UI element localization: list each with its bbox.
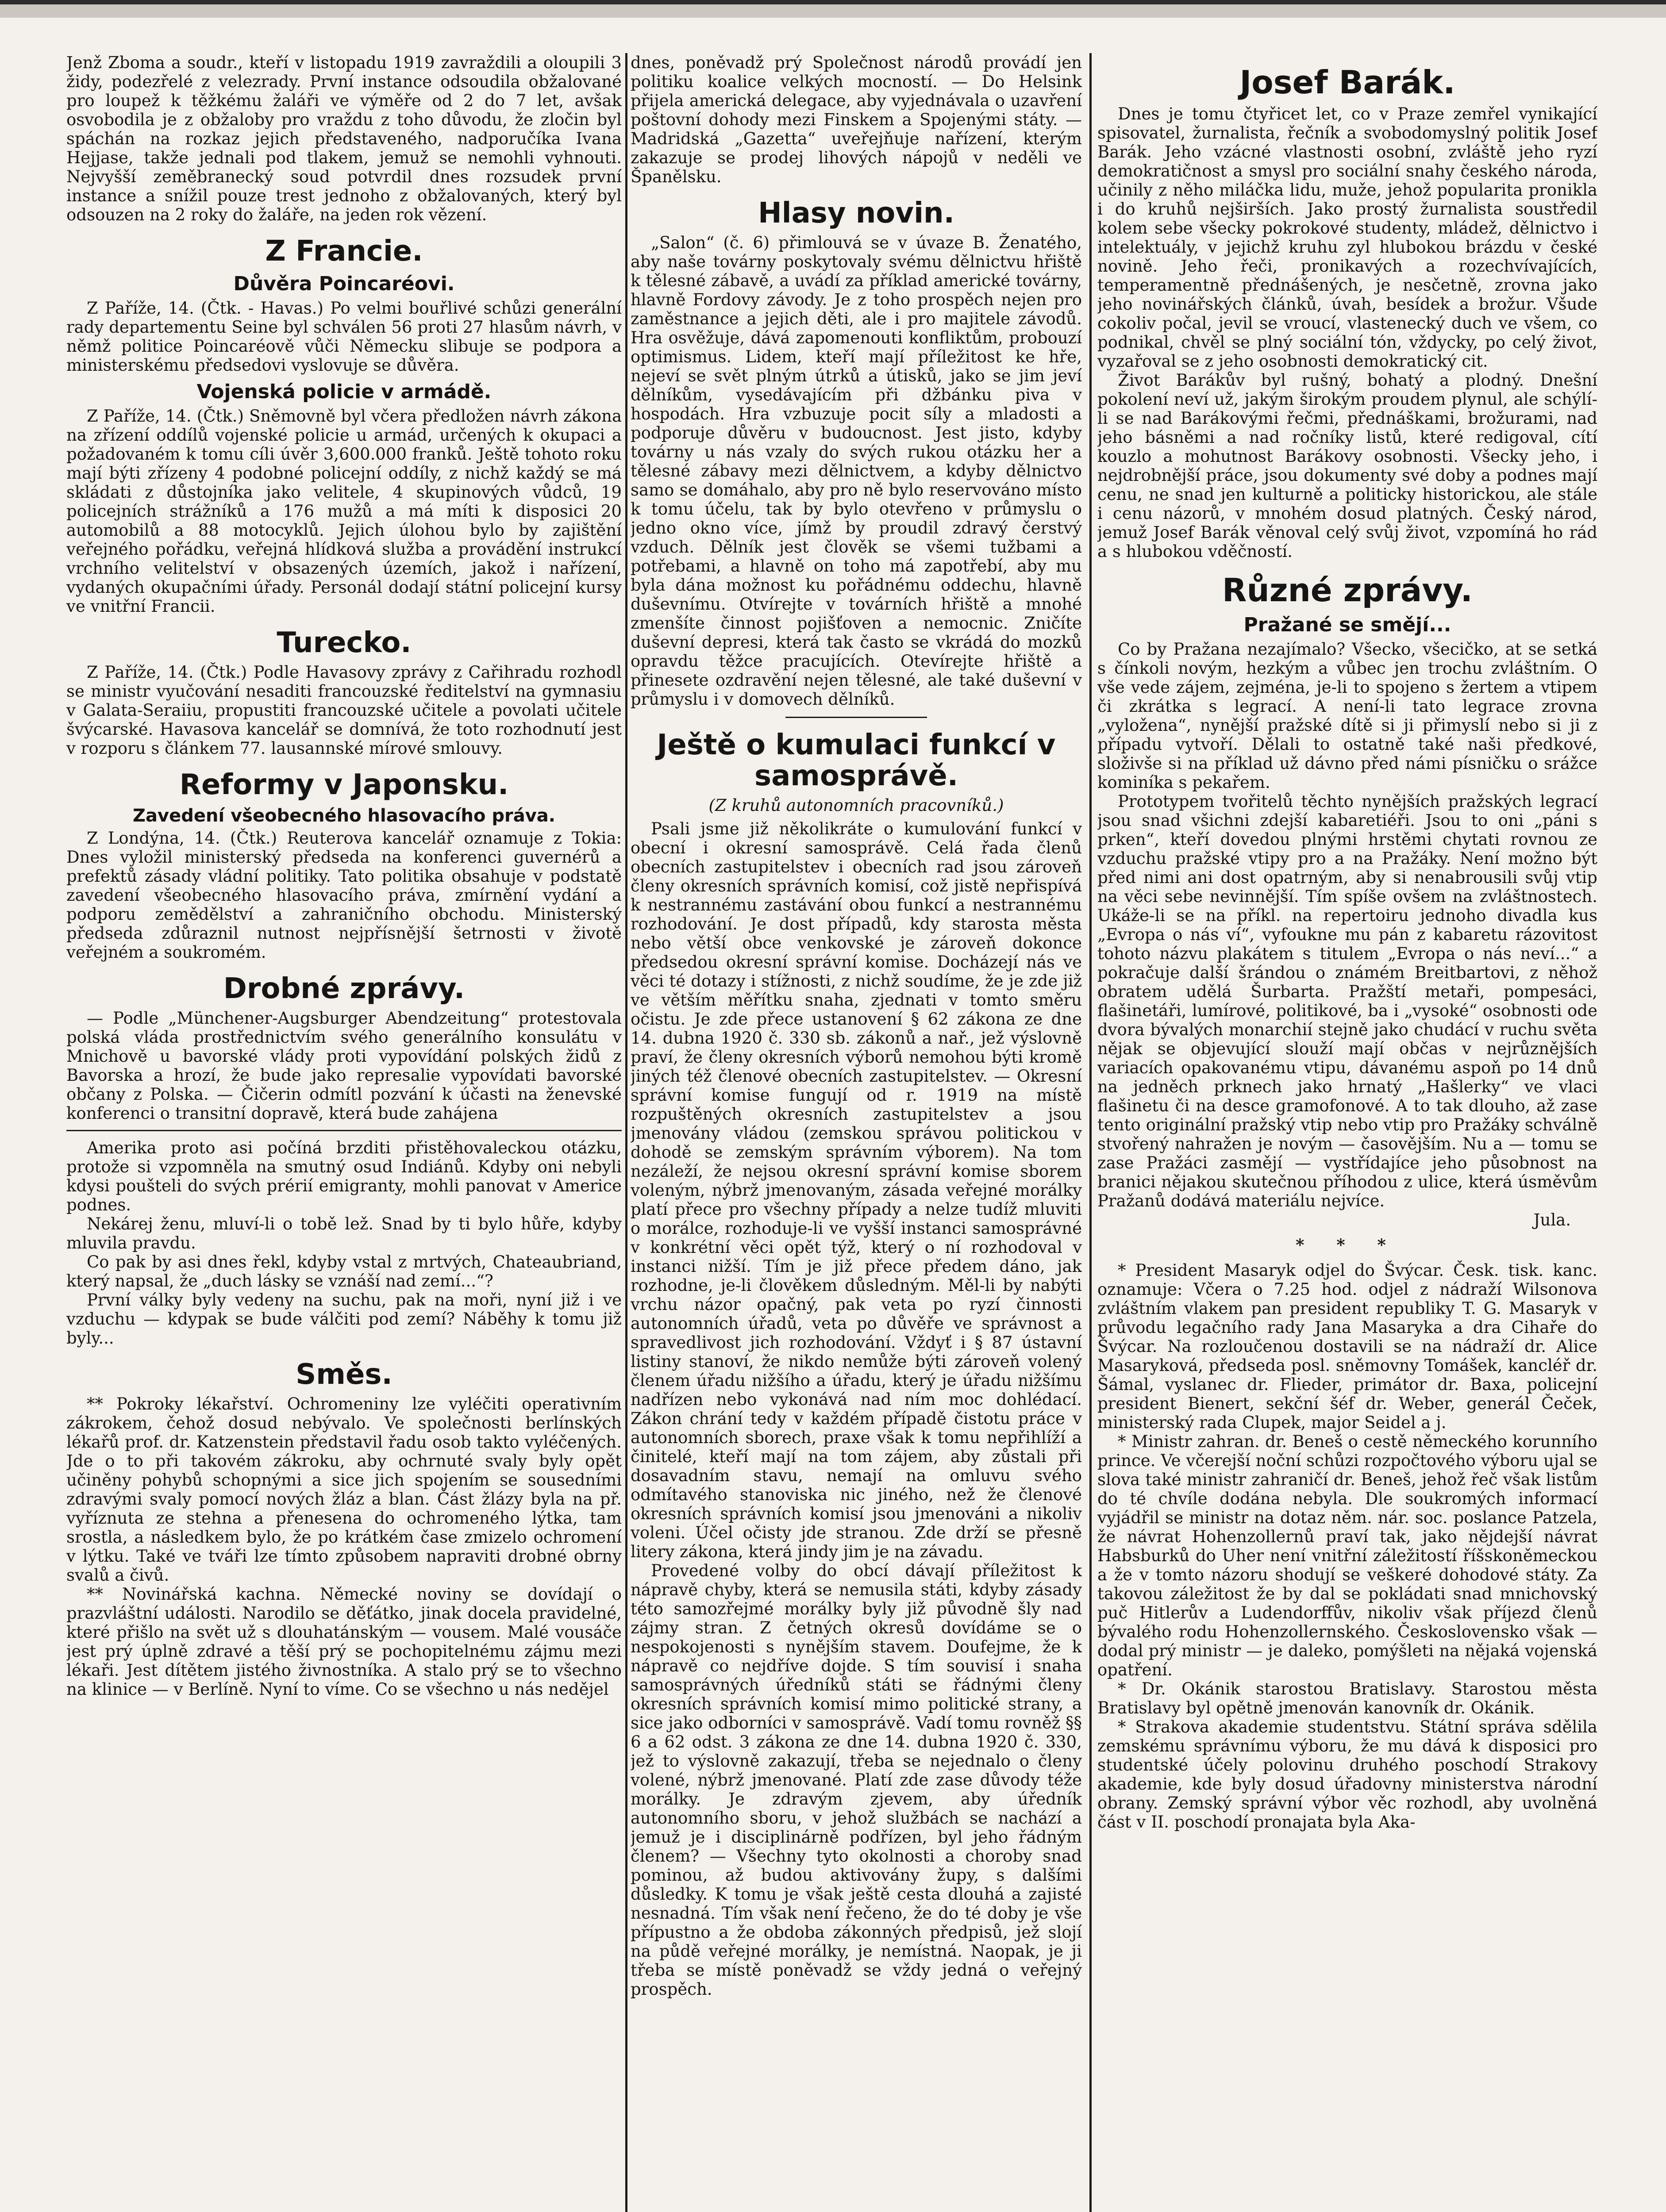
column-2: [631, 53, 1082, 2212]
scan-top-edge: [0, 0, 1666, 4]
article-body-drobne: — Podle „Münchener-Augsburger Abendzeitung“ protestovala polská vláda prostřednictvím svého generálního konsulátu v Mnichově u bavorské vlády proti vypovídání polských židů z Bavorska a hrozí, že bude jako represalie vypovídati bavorské občany z Polska. — Čičerin odmítl pozvání k účasti na ženevské konferenci o transitní dopravě, která bude zahájena: [66, 1009, 622, 1123]
news-item-strakova: * Strakova akademie studentstvu. Státní správa sdělila zemskému správnímu výboru, že mu dává k disposici pro studentské účely polovinu druhého poschodí Strakovy akademie, kde byly dosud úřadovny ministerstva národní obrany. Zemský správní výbor věc rozhodl, aby uvolněná část v II. poschodí pronajata byla Aka-: [1097, 1717, 1597, 1832]
column-rule-right: [1089, 53, 1092, 2212]
section-heading-smes: Směs.: [296, 1358, 392, 1391]
divider: [785, 717, 927, 718]
article-continuation: dnes, poněvadž prý Společnost národů provádí jen politiku koalice velkých mocností. — Do Helsink přijela americká delegace, aby vyjednávala o uzavření poštovní dohody mezi Finskem a Spojenými státy. — Madridská „Gazetta“ uveřejňuje nařízení, kterým zakazuje se prodej lihových nápojů v neděli ve Španělsku.: [631, 53, 1082, 186]
aphorism-copak: Co pak by asi dnes řekl, kdyby vstal z mrtvých, Chateaubriand, který napsal, že „duch lásky se vznáší nad zemí...“?: [66, 1252, 622, 1290]
section-heading-barak: Josef Barák.: [1239, 64, 1455, 101]
column-1: [66, 53, 622, 2212]
article-body-novinarska: ** Novinářská kachna. Německé noviny se dovídají o prazvláštní události. Narodilo se děťátko, jinak docela pravidelné, které přišlo na svět už s dlouhatánským — vousem. Malé vousáče jest prý úplně zdravé a těší prý se pochopitelnému zájmu mezi lékaři. Jest dítětem jistého živnostníka. A stalo prý se to všechno na klinice — v Berlíně. Nyní to víme. Co se všechno u nás nedějel: [66, 1585, 622, 1699]
article-body-reformy: Z Londýna, 14. (Čtk.) Reuterova kancelář oznamuje z Tokia: Dnes vyložil ministerský předseda na konferenci guvernérů a prefektů zásady vládní politiky. Tato politika obsahuje v podstatě zavedení všeobecného hlasovacího práva, zmírnění vydání a podporu zemědělství a zahraničního obchodu. Ministerský předseda zdůraznil nutnost nejpřísnější šetrnosti v životě veřejném a soukromém.: [66, 829, 622, 962]
article-body-duvera: Z Paříže, 14. (Čtk. - Havas.) Po velmi bouřlivé schůzi generální rady departementu Seine byl schválen 56 proti 27 hlasům návrh, v němž politice Poincaréově vůči Německu slibuje se podpora a ministerskému předsedovi vyslovuje se důvěra.: [66, 299, 622, 375]
asterism-divider: * * *: [1296, 1235, 1399, 1255]
article-body-psali: Psali jsme již několikráte o kumulování funkcí v obecní i okresní samosprávě. Celá řada členů obecních zastupitelstev i obecních rad jsou zároveň členy okresních správních komisí, což jistě nepřispívá k nestrannému zastávání obou funkcí a nestrannému rozhodování. Je dost případů, kdy starosta města nebo větší obce venkovské je zároveň dokonce předsedou okresní správní komise. Docházejí nás ve věci té dotazy i stížnosti, z nichž soudíme, že je zde již ve větším měřítku snaha, zjednati v tomto směru očistu. Je zde přece ustanovení § 62 zákona ze dne 14. dubna 1920 č. 330 sb. zákonů a nař., jež výslovně praví, že členy okresních výborů nemohou býti kromě jiných též členové obecních zastupitelstev. — Okresní správní komise fungují od r. 1919 na místě rozpuštěných okresních zastupitelstev a jsou jmenovány vládou (zemskou správou politickou v dohodě se zemským správním výborem). Na tom nezáleží, že nejsou okresní správní komise sborem voleným, nýbrž jmenovaným, zásada veřejné morálky platí přece pro všechny případy a nelze tudíž mluviti o morálce, rozhoduje-li ve vyšší instanci samosprávné v konkrétní věci opět týž, který o ní rozhodoval v instanci nižší. Tím je již přece předem dáno, jak rozhodne, je-li člověkem důsledným. Měl-li by nabýti vrchu názor opačný, pak veta po ryzí činnosti autonomních úřadů, veta po důvěře ve správnost a spravedlivost jich rozhodování. Vždyť i § 87 ústavní listiny stanoví, že nikdo nemůže býti zároveň volený členem úřadu nižšího a úřadu, který je úřadu nižšímu nadřízen nebo vykonává nad ním moc dohlédací. Zákon chrání tedy v každém případě čistotu práce v autonomních sborech, praxe však k tomu nepřihlíží a činitelé, kteří mají na tom zájem, aby zůstali při dosavadním stavu, nemají na omluvu svého odmítavého stanoviska nic jiného, než že členové okresních správních komisí jsou jmenováni a nikoliv voleni. Účel očisty jde stranou. Zde drží se přesně litery zákona, která jindy jim je na závadu.: [631, 819, 1082, 1561]
news-item-benes: * Ministr zahran. dr. Beneš o cestě německého korunního prince. Ve včerejší noční schůzi rozpočtového výboru ujal se slova také ministr zahraničí dr. Beneš, jehož řeč však listům do té chvíle dodána nebyla. Dle soukromých informací vyjádřil se ministr na dotaz něm. nár. soc. poslance Patzela, že návrat Hohenzollernů praví tak, jako nějdejší návrat Habsburků do Uher není vnitřní záležitostí říšskoněmeckou a že v tomto názoru shodují se veškeré dohodové státy. Za takovou záležitost že by dal se pokládati snad mnichovský puč Hitlerův a Ludendorffův, nikoliv však příjezd členů bývalého rodu Hohenzollernského. Československo však — dodal prý ministr — je daleko, pomýšleti na nějaká vojenská opatření.: [1097, 1432, 1597, 1679]
section-heading-francie: Z Francie.: [265, 235, 423, 268]
article-continuation: Jenž Zboma a soudr., kteří v listopadu 1919 zavraždili a oloupili 3 židy, podezřelé z velezrady. První instance odsoudila obžalované pro loupež k těžkému žaláři ve výměře od 2 do 7 let, avšak osvobodila je z obžaloby pro vraždu z toho důvodu, že zločin byl spáchán na rozkaz jejich představeného, nadporučíka Ivana Hejjase, takže jednali pod tlakem, jemuž se nemohli vyhnouti. Nejvyšší zeměbranecký soud potvrdil dnes rozsudek první instance a snížil pouze trest jednoho z obžalovaných, který byl odsouzen na 2 roky do žaláře, na jeden rok vězení.: [66, 53, 622, 224]
section-heading-reformy: Reformy v Japonsku.: [179, 768, 509, 801]
article-body-barak-2: Život Barákův byl rušný, bohatý a plodný. Dnešní pokolení neví už, jakým širokým proudem plynul, ale schýlí-li se nad Barákovými řečmi, přednáškami, brožurami, nad jeho básněmi a nad ročníky listů, které redigoval, cítí kouzlo a mohutnost Barákovy osobnosti. Všecky jeho, i nejdrobnější práce, jsou dokumenty své doby a podnes mají cenu, ne snad jen kulturně a politicky historickou, ale stále i cenu názorů, v mnohém dosud platných. Český národ, jemuž Josef Barák věnoval celý svůj život, vzpomíná ho rád a s hlubokou vděčností.: [1097, 371, 1597, 561]
section-heading-jeste: Ještě o kumulaci funkcí v samosprávě.: [657, 729, 1056, 792]
column-rule-left: [625, 53, 627, 2212]
section-heading-turecko: Turecko.: [277, 626, 412, 659]
news-item-okanik: * Dr. Okánik starostou Bratislavy. Starostou města Bratislavy byl opětně jmenován kanovník dr. Okánik.: [1097, 1679, 1597, 1717]
article-body-turecko: Z Paříže, 14. (Čtk.) Podle Havasovy zprávy z Cařihradu rozhodl se ministr vyučování nesaditi francouzské ředitelství na gymnasiu v Galata-Seraiiu, propustiti francouzské učitele a povolati učitele švýcarské. Havasova kancelář se domnívá, že toto rozhodnutí jest v rozporu s článkem 77. lausannské mírové smlouvy.: [66, 663, 622, 758]
scan-top-band: [0, 0, 1666, 18]
article-heading-duvera: Důvěra Poincaréovi.: [233, 273, 455, 295]
article-source: (Z kruhů autonomních pracovníků.): [708, 796, 1004, 815]
section-heading-drobne: Drobné zprávy.: [223, 972, 465, 1005]
article-body-provedene: Provedené volby do obcí dávají příležitost k nápravě chyby, která se nemusila státi, kdyby zásady této samozřejmé morálky byly již původně šly nad zájmy stran. Z četných okresů dovídáme se o nespokojenosti s nynějším stavem. Doufejme, že k nápravě co nejdříve dojde. S tím souvisí i snaha samosprávných úředníků státi se řádnými členy okresních správních komisí mimo politické strany, a sice jako odborníci v samosprávě. Vadí tomu rovněž §§ 6 a 62 odst. 3 zákona ze dne 14. dubna 1920 č. 330, jež to výslovně zakazují, třeba se nejednalo o členy volené, nýbrž jmenované. Platí zde zase důvody téže morálky. Je zdravým zjevem, aby úředník autonomního sboru, v jehož službách se nachází a jemuž je i disciplinárně podřízen, byl jeho řádným členem? — Všechny tyto okolnosti a choroby snad pominou, až budou aktivovány župy, s dalšími důsledky. K tomu je však ještě cesta dlouhá a zajisté nesnadná. Tím však není řečeno, že do té doby je vše přípustno a že obdoba zákonných předpisů, jež slojí na půdě veřejné morálky, je nemístná. Naopak, je ji třeba se místě poněvadž se vždy jedná o veřejný prospěch.: [631, 1561, 1082, 1999]
article-body-salon: „Salon“ (č. 6) přimlouvá se v úvaze B. Ženatého, aby naše továrny poskytovaly svému dělnictvu hřiště k tělesné zábavě, a uvádí za příklad americké továrny, hlavně Fordovy závody. Je z toho prospěch nejen pro zaměstnance a jejich děti, ale i pro majitele závodů. Hra osvěžuje, dává zapomenouti konfliktům, probouzí optimismus. Lidem, kteří mají příležitost ke hře, nejeví se svět plným útrků a útisků, jako se jim jeví dělníkům, vysedávajícím při džbánku piva v hospodách. Hra vzbuzuje pocit síly a mladosti a podporuje důvěru v budoucnost. Jest jisto, kdyby továrny u nás vzaly do svých rukou otázku her a tělesné zábavy mezi dělnictvem, a kdyby dělnictvo samo se domáhalo, aby pro ně bylo reservováno místo k tomu účelu, tak by bylo otevřeno v průmyslu o jedno okno více, jímž by proudil zdravý čerstvý vzduch. Dělník jest člověk se všemi tužbami a potřebami, a hlavně on toho má zapotřebí, aby mu byla dána možnost ku pořádnému oddechu, hlavně duševnímu. Otvírejte v továrních hřiště a mnohé zmenšíte činnost pojišťoven a nemocnic. Zničíte duševní depresi, která tak často se vkrádá do mozků opravdu těžce pracujících. Otevírejte hřiště a přinesete ozdravění nejen tělesné, ale také duševní v průmyslu i v domovech dělníků.: [631, 233, 1082, 709]
aphorism-prvni: První války byly vedeny na suchu, pak na moři, nyní již i ve vzduchu — kdypak se bude válčiti pod zemí? Náběhy k tomu již byly...: [66, 1290, 622, 1348]
article-body-pokroky: ** Pokroky lékařství. Ochromeniny lze vyléčiti operativním zákrokem, čehož dosud nebývalo. Ve společnosti berlínských lékařů prof. dr. Katzenstein představil řadu osob takto vyléčených. Jde o to při takovém zákroku, aby ochrnuté svaly byly opět učiněny pohybů schopnými a sice jich spojením se sousedními zdravými svaly pomocí nových žláz a blan. Část žlázy byla na př. vyříznuta ze stehna a přenesena do ochromeného lýtka, tam srostla, a následkem bylo, že po krátkém čase zmizelo ochromení v lýtku. Také ve tváři lze tímto způsobem napraviti drobné obrny svalů a čivů.: [66, 1394, 622, 1585]
aphorism-amerika: Amerika proto asi počíná brzditi přistěhovaleckou otázku, protože si vzpomněla na smutný osud Indiánů. Kdyby oni nebyli kdysi poušteli do svých prérií emigranty, mohli panovat v Americe podnes.: [66, 1138, 622, 1214]
article-subheading-zavedeni: Zavedení všeobecného hlasovacího práva.: [133, 806, 555, 826]
aphorism-nekarej: Nekárej ženu, mluví-li o tobě lež. Snad by ti bylo hůře, kdyby mluvila pravdu.: [66, 1214, 622, 1252]
section-heading-ruzne: Různé zprávy.: [1222, 572, 1473, 609]
article-body-prazane-1: Co by Pražana nezajímalo? Všecko, všecičko, at se setká s čínkoli novým, hezkým a vůbec jen trochu zvláštním. O vše vede zájem, zejména, je-li to spojeno s žertem a vtipem či zkrátka s legrací. A není-li tato legrace zrovna „vyložena“, nynější pražské dítě si ji přimyslí nebo si ji z případu vytvoří. Dělali to ostatně také naši předkové, složivše si na příklad už dávno před námi písničku o srážce kominíka s pekařem.: [1097, 640, 1597, 792]
article-body-vojenska: Z Paříže, 14. (Čtk.) Sněmovně byl včera předložen návrh zákona na zřízení oddílů vojenské policie u armád, určených k okupaci a požadovaném k tomu cíli úvěr 3,600.000 franků. Ještě tohoto roku mají býti zřízeny 4 podobné policejní oddíly, z nichž každý se má skládati z důstojníka jako velitele, 4 skupinových vůdců, 19 policejních strážníků a 176 mužů a má míti k disposici 20 automobilů a 88 motocyklů. Jejich úlohou bylo by zajištění veřejného pořádku, veřejná hlídková služba a provádění instrukcí vrchního velitelství v obsazených územích, jakož i nařízení, vydaných okupačními úřady. Personál dodají státní policejní kursy ve vnitřní Francii.: [66, 407, 622, 616]
news-item-masaryk: * President Masaryk odjel do Švýcar. Česk. tisk. kanc. oznamuje: Včera o 7.25 hod. odjel z nádraží Wilsonova zvláštním vlakem pan president republiky T. G. Masaryk v průvodu legačního rady Jana Masaryka a dra Cihaře do Švýcar. Na rozloučenou dostavili se na nádraží dr. Alice Masaryková, předseda posl. sněmovny Tomášek, kancléř dr. Šámal, vyslanec dr. Flieder, primátor dr. Baxa, policejní president Bienert, sekční šéf dr. Weber, generál Čeček, ministerský rada Clupek, major Seidel a j.: [1097, 1261, 1597, 1432]
article-heading-prazane: Pražané se smějí...: [1243, 614, 1451, 636]
column-3: [1097, 53, 1597, 2212]
section-heading-hlasy: Hlasy novin.: [758, 197, 954, 230]
article-body-prazane-2: Prototypem tvořitelů těchto nynějších pražských legrací jsou snad všichni zdejší kabaretiéři. Jsou to oni „páni s prken“, kteří dovedou plnými hrstěmi chytati rovnou ze vzduchu pražské vtipy pro a na Pražáky. Není možno být před nimi ani dost opatrným, aby si nenabrousili svůj vtip na věci sebe nevinnější. Tím spíše ovšem na zvláštnostech. Ukáže-li se na příkl. na repertoiru jednoho divadla kus „Evropa o nás ví“, vyfoukne mu pán z kabaretu rázovitost tohoto názvu plakátem s titulem „Evropa o nás neví...“ a pokračuje další šrándou o známém Breitbartovi, z něhož obratem udělá Šurbarta. Pražští metaři, pompesáci, flašinetáři, lumírové, politikové, ba i „vysoké“ osobnosti ode dvora bývalých monarchií stejně jako chudácí v ruchu světa nějak se objevující slouží mají občas v nejrůznějších variacích opakovanému vtipu, dávanému aspoň po 14 dnů na jedněch prknech jako hrnatý „Hašlerky“ ve vlaci flašinetu či na desce gramofonové. A to tak dlouho, až zase tento originální pražský vtip nebo vtip pro Pražáky schválně stvořený nahražen je novým — časovějším. Nu a — tomu se zase Pražáci zasmějí — vystřídajíce jeho působnost na branici nějakou skutečnou příhodou z ulice, která úsměvům Pražanů dodává materiálu nejvíce.: [1097, 792, 1597, 1210]
divider: [66, 1130, 622, 1131]
author-signature: Jula.: [1533, 1210, 1571, 1229]
article-body-barak-1: Dnes je tomu čtyřicet let, co v Praze zemřel vynikající spisovatel, žurnalista, řečník a svobodomyslný politik Josef Barák. Jeho vzácné vlastnosti osobní, zvláště jeho ryzí demokratičnost a smysl pro sociální snahy českého národa, učinily z něho miláčka lidu, muže, jehož popularita pronikla i do kruhů nejširších. Jako prostý žurnalista soustředil kolem sebe všecky pokrokové studenty, mládež, dělnictvo i intelektuály, v jejichž kruhu zyl hlubokou brázdu v české novině. Jeho řeči, pronikavých a rozechvívajících, temperamentně přednášených, je nesčetně, zrovna jako jeho novinářských článků, úvah, besídek a brožur. Všude cokoliv počal, jevil se vroucí, vlastenecký duch ve všem, co podnikal, chvěl se plný sociální tón, vždycky, po celý život, vyzařoval se z jeho osobnosti demokratický cit.: [1097, 104, 1597, 371]
article-heading-vojenska: Vojenská policie v armádě.: [196, 380, 492, 403]
